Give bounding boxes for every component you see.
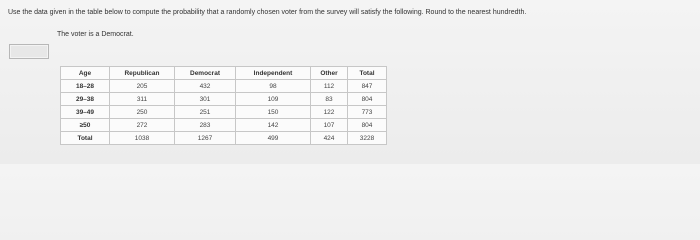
cell-total: 804 [348, 93, 387, 106]
cell-other: 83 [311, 93, 348, 106]
cell-other: 424 [311, 132, 348, 145]
cell-republican: 311 [110, 93, 175, 106]
cell-democrat: 283 [175, 119, 236, 132]
cell-independent: 499 [236, 132, 311, 145]
cell-republican: 272 [110, 119, 175, 132]
cell-democrat: 251 [175, 106, 236, 119]
header-republican: Republican [110, 67, 175, 80]
table-row [61, 106, 387, 119]
table-header-row [61, 67, 387, 80]
cell-democrat: 432 [175, 80, 236, 93]
answer-input[interactable] [9, 44, 49, 59]
table-row [61, 119, 387, 132]
cell-independent: 150 [236, 106, 311, 119]
question-instruction: Use the data given in the table below to compute the probability that a randomly chosen voter from the survey will satisfy the following. Round to the nearest hundredth. [8, 9, 527, 16]
cell-independent: 142 [236, 119, 311, 132]
cell-other: 122 [311, 106, 348, 119]
cell-independent: 98 [236, 80, 311, 93]
row-label: Total [61, 132, 110, 145]
row-label: ≥50 [61, 119, 110, 132]
row-label: 29–38 [61, 93, 110, 106]
header-independent: Independent [236, 67, 311, 80]
header-other: Other [311, 67, 348, 80]
row-label: 18–28 [61, 80, 110, 93]
cell-republican: 1038 [110, 132, 175, 145]
question-prompt: The voter is a Democrat. [57, 31, 134, 38]
cell-republican: 205 [110, 80, 175, 93]
row-label: 39–49 [61, 106, 110, 119]
header-age: Age [61, 67, 110, 80]
cell-total: 804 [348, 119, 387, 132]
cell-other: 107 [311, 119, 348, 132]
cell-democrat: 301 [175, 93, 236, 106]
table-row [61, 93, 387, 106]
cell-independent: 109 [236, 93, 311, 106]
cell-other: 112 [311, 80, 348, 93]
cell-total: 3228 [348, 132, 387, 145]
cell-total: 847 [348, 80, 387, 93]
cell-republican: 250 [110, 106, 175, 119]
table-row [61, 132, 387, 145]
cell-democrat: 1267 [175, 132, 236, 145]
cell-total: 773 [348, 106, 387, 119]
header-total: Total [348, 67, 387, 80]
header-democrat: Democrat [175, 67, 236, 80]
table-row [61, 80, 387, 93]
survey-data-table [60, 66, 387, 145]
